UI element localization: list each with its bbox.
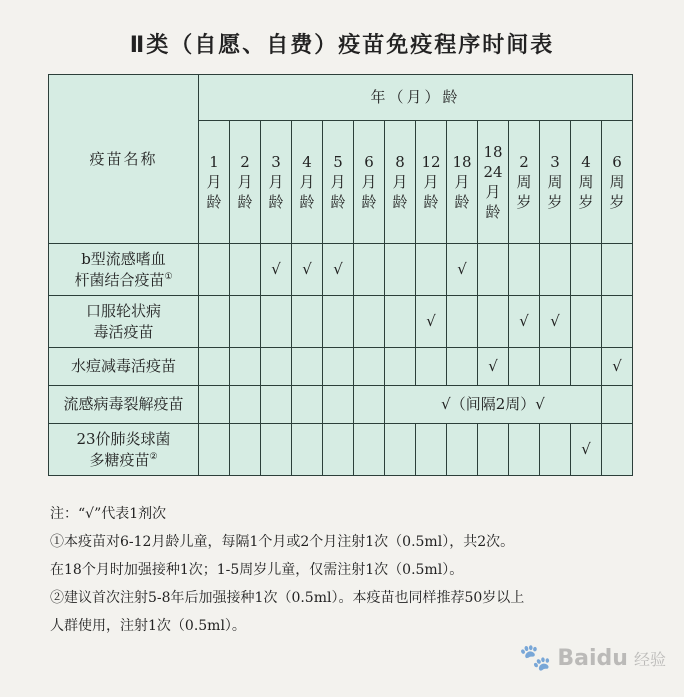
age-header-line: 岁 — [516, 193, 532, 212]
page-title: Ⅱ类（自愿、自费）疫苗免疫程序时间表 — [129, 33, 555, 58]
note-line-3: 在18个月时加强接种1次；1-5周岁儿童，仅需注射1次（0.5ml）。 — [50, 562, 464, 578]
age-header-line: 8 — [395, 152, 405, 171]
schedule-cell — [199, 296, 230, 348]
vaccine-name: 水痘减毒活疫苗 — [49, 348, 199, 386]
schedule-cell — [385, 348, 416, 386]
age-header-line: 3 — [271, 152, 281, 171]
schedule-cell: √ — [509, 296, 540, 348]
age-header-3 — [261, 121, 292, 244]
schedule-cell: √ — [323, 244, 354, 296]
age-header-6 — [354, 121, 385, 244]
age-header-line: 月 — [268, 172, 284, 191]
schedule-cell — [354, 348, 385, 386]
age-header-14 — [602, 121, 633, 244]
schedule-cell — [230, 296, 261, 348]
interval-note-cell: √（间隔2周）√ — [385, 386, 602, 424]
schedule-cell — [540, 244, 571, 296]
age-header-line: 月 — [237, 172, 253, 191]
age-header-line: 龄 — [330, 193, 346, 212]
vaccine-name: 23价肺炎球菌 多糖疫苗② — [49, 424, 199, 476]
note-line-5: 人群使用，注射1次（0.5ml）。 — [50, 618, 246, 634]
schedule-cell: √ — [261, 244, 292, 296]
vaccine-name: b型流感嗜血 杆菌结合疫苗① — [49, 244, 199, 296]
schedule-cell — [540, 348, 571, 386]
schedule-cell — [323, 424, 354, 476]
schedule-cell: √ — [478, 348, 509, 386]
schedule-cell — [230, 244, 261, 296]
schedule-cell — [323, 348, 354, 386]
schedule-cell — [292, 348, 323, 386]
age-group-header: 年（月）龄 — [199, 75, 633, 121]
age-header-line: 18 — [452, 152, 472, 171]
age-header-line: 12 — [421, 152, 441, 171]
age-header-line: 月 — [206, 172, 222, 191]
note-line-1: 注：“√”代表1剂次 — [50, 506, 167, 522]
paw-icon: 🐾 — [519, 643, 552, 673]
age-header-line: 4 — [302, 152, 312, 171]
age-header-line: 岁 — [609, 193, 625, 212]
schedule-cell — [447, 348, 478, 386]
schedule-cell — [509, 348, 540, 386]
schedule-cell — [478, 424, 509, 476]
schedule-cell — [478, 296, 509, 348]
age-header-12 — [540, 121, 571, 244]
schedule-cell — [385, 296, 416, 348]
age-header-7 — [385, 121, 416, 244]
schedule-cell — [602, 244, 633, 296]
schedule-cell — [354, 424, 385, 476]
table-row — [49, 386, 633, 424]
age-header-line: 5 — [333, 152, 343, 171]
schedule-cell — [261, 386, 292, 424]
age-header-line: 月 — [361, 172, 377, 191]
schedule-cell — [540, 424, 571, 476]
schedule-cell — [416, 424, 447, 476]
schedule-cell — [571, 244, 602, 296]
schedule-cell: √ — [416, 296, 447, 348]
age-header-line: 月 — [330, 172, 346, 191]
age-header-line: 24 — [483, 162, 503, 181]
schedule-cell — [571, 348, 602, 386]
age-header-10 — [478, 121, 509, 244]
note-line-4: ②建议首次注射5-8年后加强接种1次（0.5ml）。本疫苗也同样推荐50岁以上 — [50, 590, 525, 606]
schedule-cell — [261, 424, 292, 476]
schedule-cell — [354, 296, 385, 348]
age-header-line: 周 — [547, 172, 563, 191]
schedule-cell — [292, 424, 323, 476]
age-header-line: 龄 — [361, 193, 377, 212]
age-header-line: 6 — [364, 152, 374, 171]
age-header-line: 龄 — [299, 193, 315, 212]
schedule-cell — [292, 386, 323, 424]
schedule-cell — [385, 244, 416, 296]
schedule-cell — [230, 348, 261, 386]
age-header-line: 周 — [578, 172, 594, 191]
schedule-cell — [261, 296, 292, 348]
schedule-cell — [354, 386, 385, 424]
watermark-brand: Baidu — [557, 645, 628, 671]
schedule-cell: √ — [292, 244, 323, 296]
schedule-cell — [416, 244, 447, 296]
age-header-1 — [199, 121, 230, 244]
age-header-line: 周 — [516, 172, 532, 191]
schedule-cell — [230, 386, 261, 424]
age-header-4 — [292, 121, 323, 244]
schedule-cell — [602, 386, 633, 424]
age-header-11 — [509, 121, 540, 244]
schedule-cell: √ — [447, 244, 478, 296]
age-header-line: 1 — [209, 152, 219, 171]
schedule-cell — [602, 424, 633, 476]
age-header-line: 月 — [299, 172, 315, 191]
age-header-line: 龄 — [206, 193, 222, 212]
schedule-cell — [478, 244, 509, 296]
schedule-cell: √ — [602, 348, 633, 386]
age-header-line: 月 — [423, 172, 439, 191]
age-header-13 — [571, 121, 602, 244]
age-header-line: 岁 — [578, 193, 594, 212]
age-header-line: 2 — [519, 152, 529, 171]
schedule-cell — [447, 296, 478, 348]
age-header-line: 4 — [581, 152, 591, 171]
watermark-sub: 经验 — [633, 649, 666, 669]
schedule-cell — [292, 296, 323, 348]
schedule-cell — [199, 244, 230, 296]
schedule-cell — [323, 296, 354, 348]
age-header-line: 龄 — [237, 193, 253, 212]
age-header-9 — [447, 121, 478, 244]
schedule-cell — [199, 386, 230, 424]
age-header-line: 龄 — [392, 193, 408, 212]
schedule-cell — [447, 424, 478, 476]
age-header-line: 岁 — [547, 193, 563, 212]
age-header-2 — [230, 121, 261, 244]
vaccine-schedule-table — [48, 74, 633, 476]
age-header-line: 6 — [612, 152, 622, 171]
schedule-cell — [199, 348, 230, 386]
age-header-line: 月 — [392, 172, 408, 191]
schedule-cell — [323, 386, 354, 424]
schedule-cell — [509, 424, 540, 476]
age-header-line: 龄 — [485, 203, 501, 222]
vaccine-name: 口服轮状病 毒活疫苗 — [49, 296, 199, 348]
age-header-line: 周 — [609, 172, 625, 191]
schedule-cell — [230, 424, 261, 476]
age-header-line: 龄 — [454, 193, 470, 212]
age-header-line: 月 — [485, 183, 501, 201]
vaccine-rows — [49, 244, 633, 476]
note-line-2: ①本疫苗对6-12月龄儿童，每隔1个月或2个月注射1次（0.5ml），共2次。 — [50, 534, 515, 550]
vaccine-name-header: 疫苗名称 — [49, 75, 199, 244]
table-row — [49, 296, 633, 348]
vaccine-name: 流感病毒裂解疫苗 — [49, 386, 199, 424]
table-row — [49, 244, 633, 296]
schedule-cell: √ — [540, 296, 571, 348]
schedule-cell — [261, 348, 292, 386]
age-header-8 — [416, 121, 447, 244]
footnotes — [50, 500, 650, 640]
table-row — [49, 348, 633, 386]
schedule-cell — [199, 424, 230, 476]
schedule-cell — [571, 296, 602, 348]
schedule-cell — [602, 296, 633, 348]
age-header-line: 3 — [550, 152, 560, 171]
schedule-cell — [354, 244, 385, 296]
schedule-cell — [385, 424, 416, 476]
age-header-line: 18 — [483, 142, 503, 161]
age-header-line: 龄 — [423, 193, 439, 212]
age-header-line: 2 — [240, 152, 250, 171]
schedule-cell: √ — [571, 424, 602, 476]
age-header-5 — [323, 121, 354, 244]
age-header-line: 龄 — [268, 193, 284, 212]
schedule-cell — [416, 348, 447, 386]
watermark — [519, 643, 666, 673]
age-header-line: 月 — [454, 172, 470, 191]
table-row — [49, 424, 633, 476]
schedule-cell — [509, 244, 540, 296]
